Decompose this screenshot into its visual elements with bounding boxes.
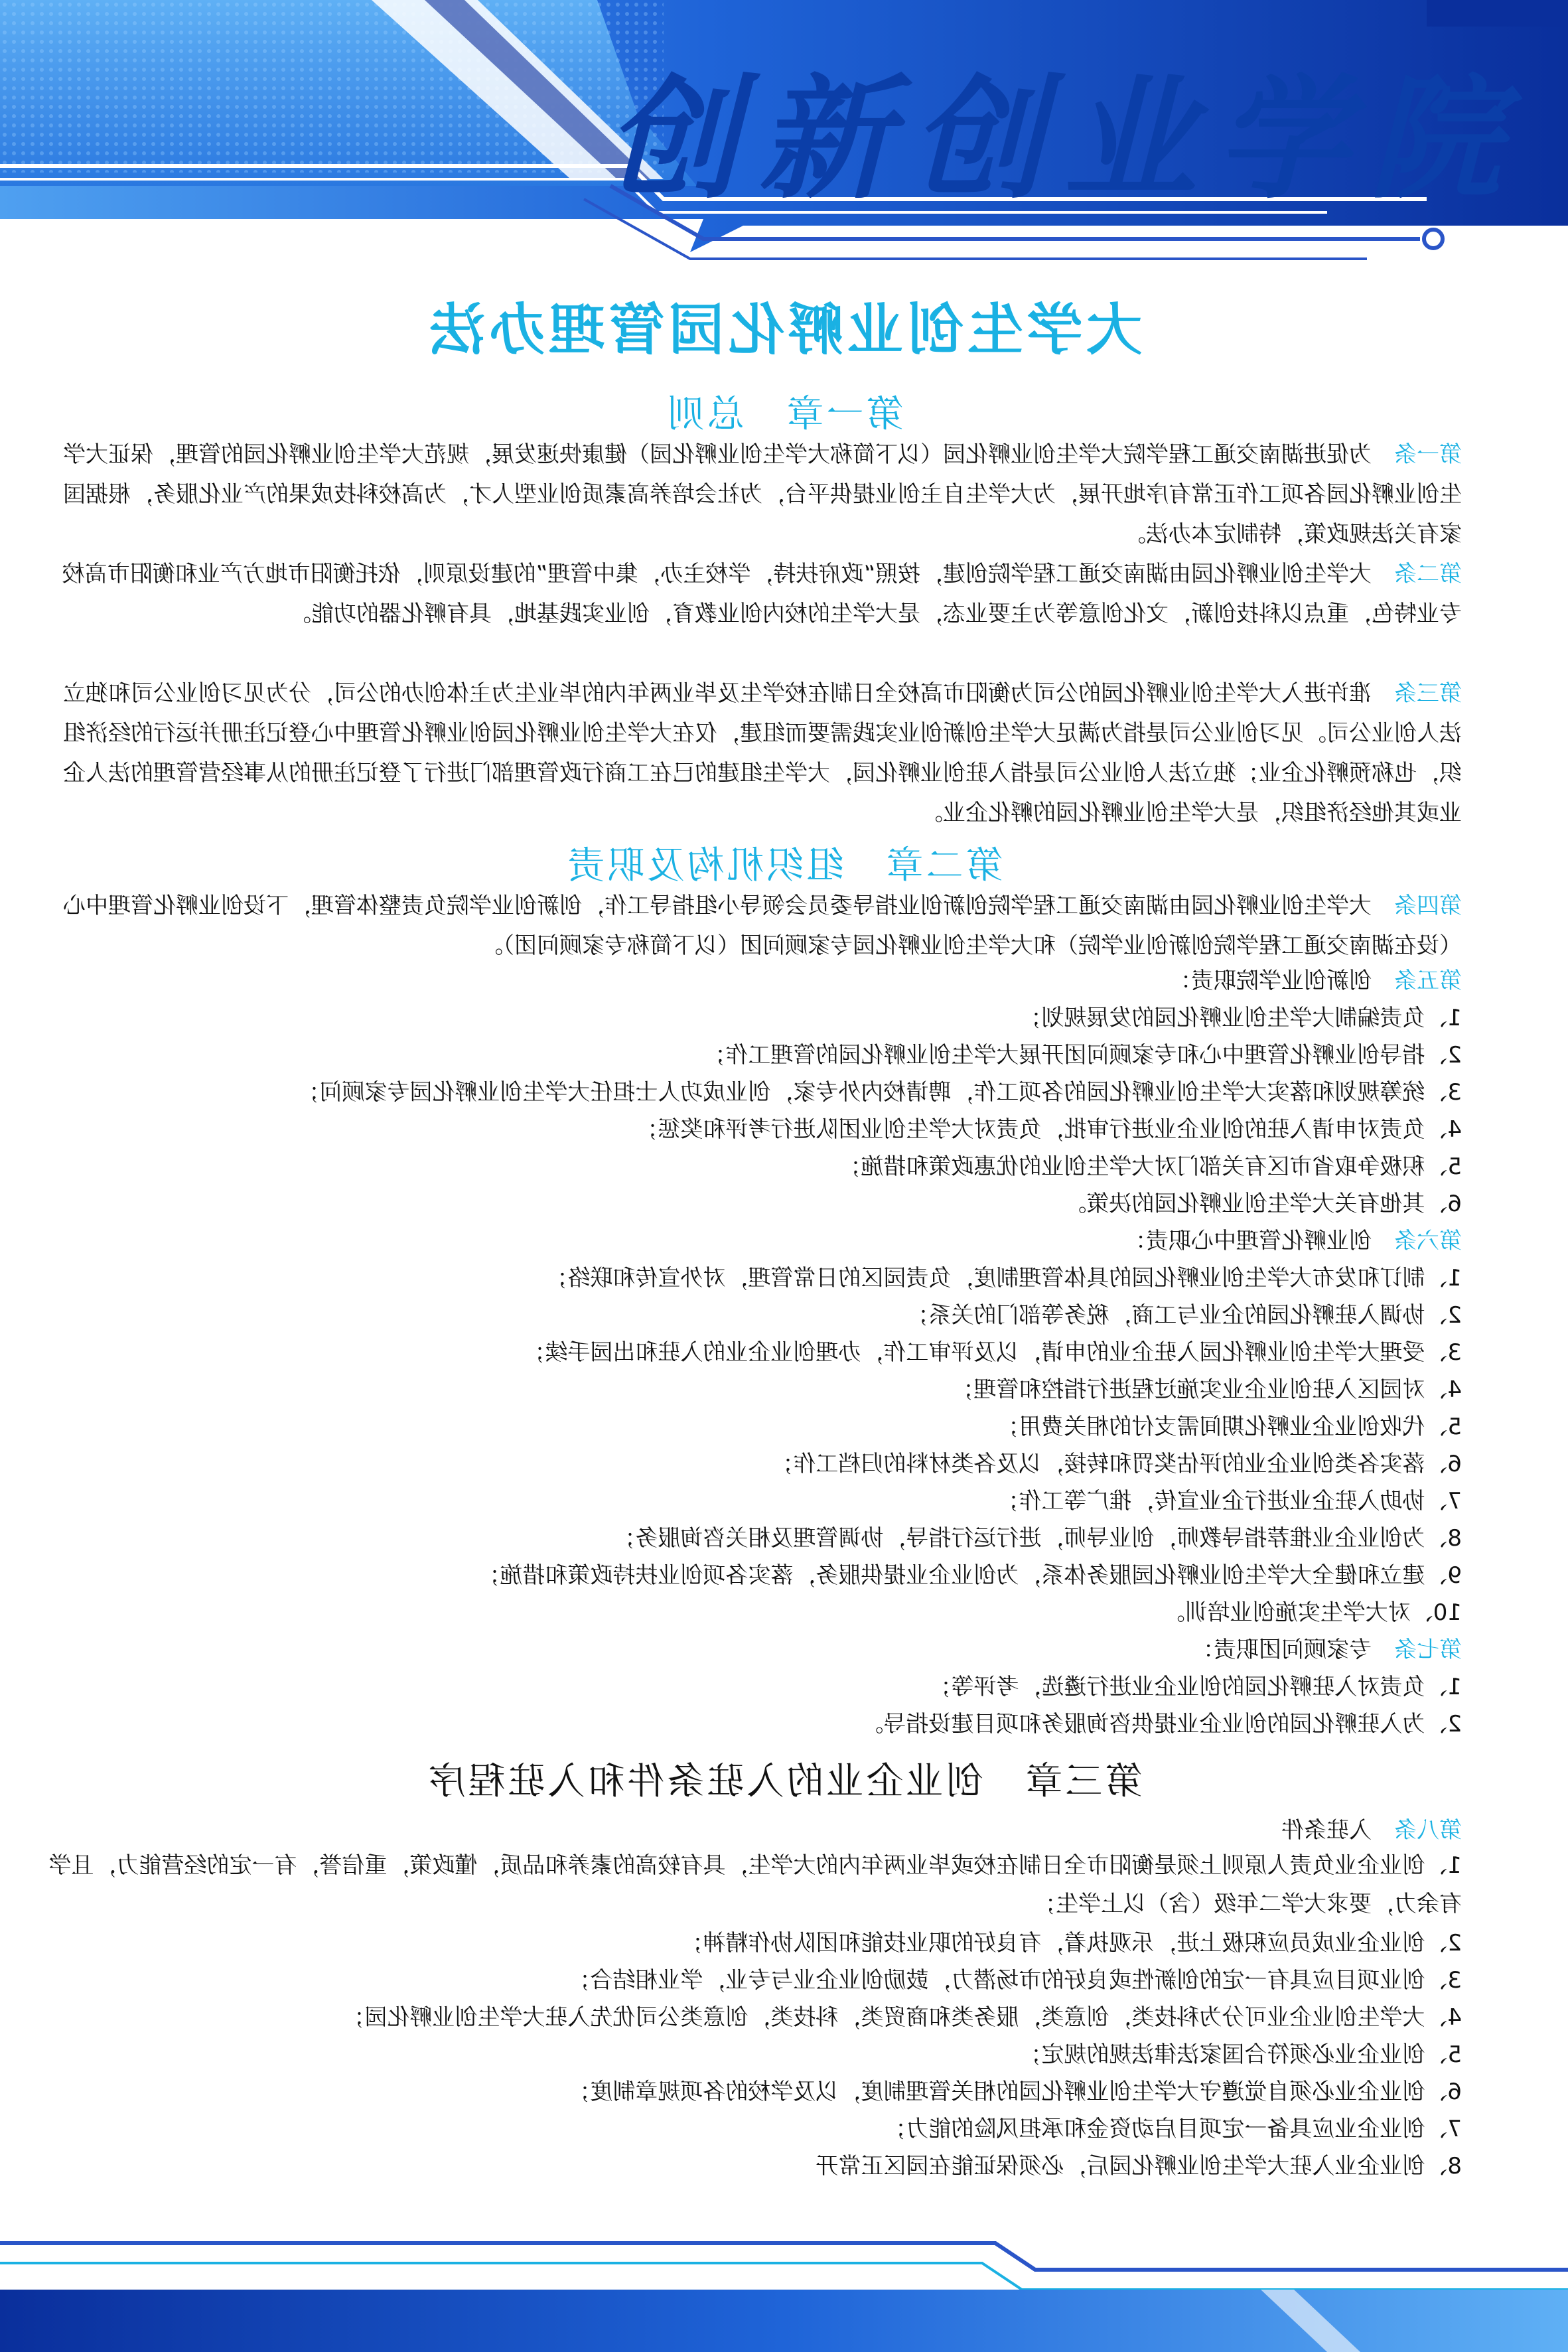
- chapter-heading-1: 第一章 总则: [664, 393, 904, 436]
- list-item: 1、负责对入驻孵化园的创业企业进行遴选，考评等；: [928, 1674, 1462, 1700]
- article-text: 大学生创业孵化园由湖南交通工程学院创新创业指导委员会领导小组指导工作，创新创业学院负责整体管理，下设创业孵化管理中心（设在湖南交通工程学院创新创业学院）和大学生创业孵化园专家顾问团（以下简称专家顾问团）。: [63, 893, 1462, 959]
- list-item: 1、制订和发布大学生创业孵化园的具体管理制度，负责园区的日常管理，对外宣传和联络；: [545, 1265, 1462, 1291]
- list-item: 1、创业企业负责人原则上须是衡阳市全日制在校或毕业两年内的大学生，具有较高的素养和品质，懂政策，重信誉，有一定的经营能力，且学有余力，要求大学二年级（含）以上学生；: [48, 1852, 1462, 1917]
- article-label: 第七条: [1394, 1637, 1462, 1663]
- article-label: 第二条: [1394, 561, 1462, 587]
- list-item: 8、创业企业入驻大学生创业孵化园后，必须保证能在园区正常开: [816, 2153, 1462, 2179]
- list-item: 3、创业项目应具有一定的创新性或良好的市场潜力，鼓励创业企业与专业，学业相结合；: [567, 1967, 1462, 1994]
- regulation-document: [40, 285, 1528, 2210]
- header-title: 创新创业学院: [606, 61, 1522, 217]
- list-item: 2、创业企业成员应积极上进，乐观执着，有良好的职业技能和团队协作精神；: [680, 1930, 1462, 1956]
- article-label: 第四条: [1394, 893, 1462, 919]
- article-5-heading: [42, 962, 1462, 999]
- article-4: [42, 886, 1462, 966]
- list-item: 5、积极争取省市区有关部门对大学生创业的优惠政策和措施；: [838, 1153, 1462, 1180]
- footer-banner: [0, 2217, 1568, 2352]
- list-item: 6、其他有关大学生创业孵化园的决策。: [1064, 1191, 1462, 1217]
- article-3: [42, 674, 1462, 833]
- article-7-heading: [42, 1631, 1462, 1668]
- article-1: [42, 435, 1462, 554]
- article-8-heading: [42, 1812, 1462, 1849]
- chapter-heading-3: 第三章 创业企业的入驻条件和入驻程序: [425, 1760, 1143, 1803]
- article-text: 准许进入大学生创业孵化园的公司为衡阳市高校全日制在校学生及毕业两年内的毕业生为主体创办的公司，分为见习创业公司和独立法人创业公司。见习创业公司是指为满足大学生创新创业实践需要而组建，仅在大学生创业孵化园创业孵化管理中心登记注册并运行的经济组织，也称预孵化企业；独立法人创业公司是指入驻创业孵化园，大学生组建的已在工商行政管理部门进行了登记注册的从事经营管理的法人企业或其他经济组织，是大学生创业孵化园的孵化企业。: [63, 680, 1462, 826]
- list-item: 6、落实各类创业企业的评估奖罚和转接，以及各类材料的归档工作；: [770, 1451, 1462, 1477]
- list-item: 5、代收创业企业孵化期间需支付的相关费用；: [996, 1414, 1462, 1440]
- list-item: 3、统筹规划和落实大学生创业孵化园的各项工作，聘请校内外专家，创业成功人士担任大学生创业孵化园专家顾问；: [297, 1079, 1462, 1106]
- list-item: 7、创业企业应具备一定项目启动资金和承担风险的能力；: [883, 2116, 1462, 2142]
- list-item: 4、对园区入驻创业企业实施过程进行指控和管理；: [951, 1376, 1462, 1403]
- list-item: 7、协助入驻企业进行企业宣传，推广等工作；: [996, 1488, 1462, 1514]
- article-text: 大学生创业孵化园由湖南交通工程学院创建，按照“政府扶持，学校主办，集中管理”的建设原则，依托衡阳市地方产业和衡阳市高校专业特色，重点以科技创新，文化创意等为主要业态，是大学生的校内创业教育，创业实践基地，具有孵化器的功能。: [62, 561, 1462, 627]
- list-item: 4、负责对申请入驻的创业企业进行审批，负责对大学生创业团队进行考评和奖惩；: [635, 1116, 1462, 1143]
- article-label: 第六条: [1394, 1228, 1462, 1254]
- article-text: 创新创业学院职责：: [1169, 968, 1372, 994]
- list-item: 10、对大学生实施创业培训。: [1162, 1599, 1462, 1626]
- article-text: 专家顾问团职责：: [1191, 1637, 1372, 1663]
- chapter-heading-2: 第二章 组织机构及职责: [565, 844, 1003, 887]
- list-item: 2、为入驻孵化园的创业企业提供咨询服务和项目建设指导。: [861, 1711, 1462, 1737]
- article-label: 第八条: [1394, 1817, 1462, 1844]
- list-item: 6、创业企业必须自觉遵守大学生创业孵化园的相关管理制度，以及学校的各项规章制度；: [567, 2079, 1462, 2105]
- article-label: 第五条: [1394, 968, 1462, 994]
- list-item: 5、创业企业必须符合国家法律法规的规定；: [1019, 2041, 1462, 2068]
- article-6-heading: [42, 1222, 1462, 1260]
- article-label: 第一条: [1394, 441, 1462, 468]
- article-2: [42, 554, 1462, 634]
- list-item: 8、为创业企业推荐指导教师，创业导师，进行运行指导，协调管理及相关咨询服务；: [612, 1525, 1462, 1552]
- list-item: 1、负责编制大学生创业孵化园的发展规划；: [1019, 1005, 1462, 1031]
- article-text: 为促进湖南交通工程学院大学生创业孵化园（以下简称大学生创业孵化园）健康快速发展，规范大学生创业孵化园的管理，保证大学生创业孵化园各项工作正常有序地开展，为大学生自主创业提供平台，为社会培养高素质创业型人才，为高校科技成果的产业化服务，根据国家有关法规政策，特制定本办法。: [63, 441, 1462, 548]
- list-item: 2、指导创业孵化管理中心和专家顾问团开展大学生创业孵化园的管理工作；: [703, 1042, 1462, 1068]
- list-item: 4、大学生创业企业可分为科技类，创意类，服务类和商贸类，科技类，创意类公司优先入驻大学生创业孵化园；: [342, 2004, 1462, 2031]
- document-title: 大学生创业孵化园管理办法: [425, 297, 1143, 362]
- list-item: 2、协调入驻孵化园的企业与工商，税务等部门的关系；: [906, 1302, 1462, 1329]
- article-text: 创业孵化管理中心职责：: [1123, 1228, 1372, 1254]
- list-item: 9、建立和健全大学生创业孵化园服务体系，为创业企业提供服务，落实各项创业扶持政策和措施；: [477, 1562, 1462, 1589]
- article-text: 入驻条件: [1281, 1817, 1372, 1844]
- article-label: 第三条: [1394, 680, 1462, 707]
- list-item: 3、受理大学生创业孵化园入驻企业的申请，以及评审工作，办理创业企业的入驻和出园手续；: [522, 1339, 1462, 1366]
